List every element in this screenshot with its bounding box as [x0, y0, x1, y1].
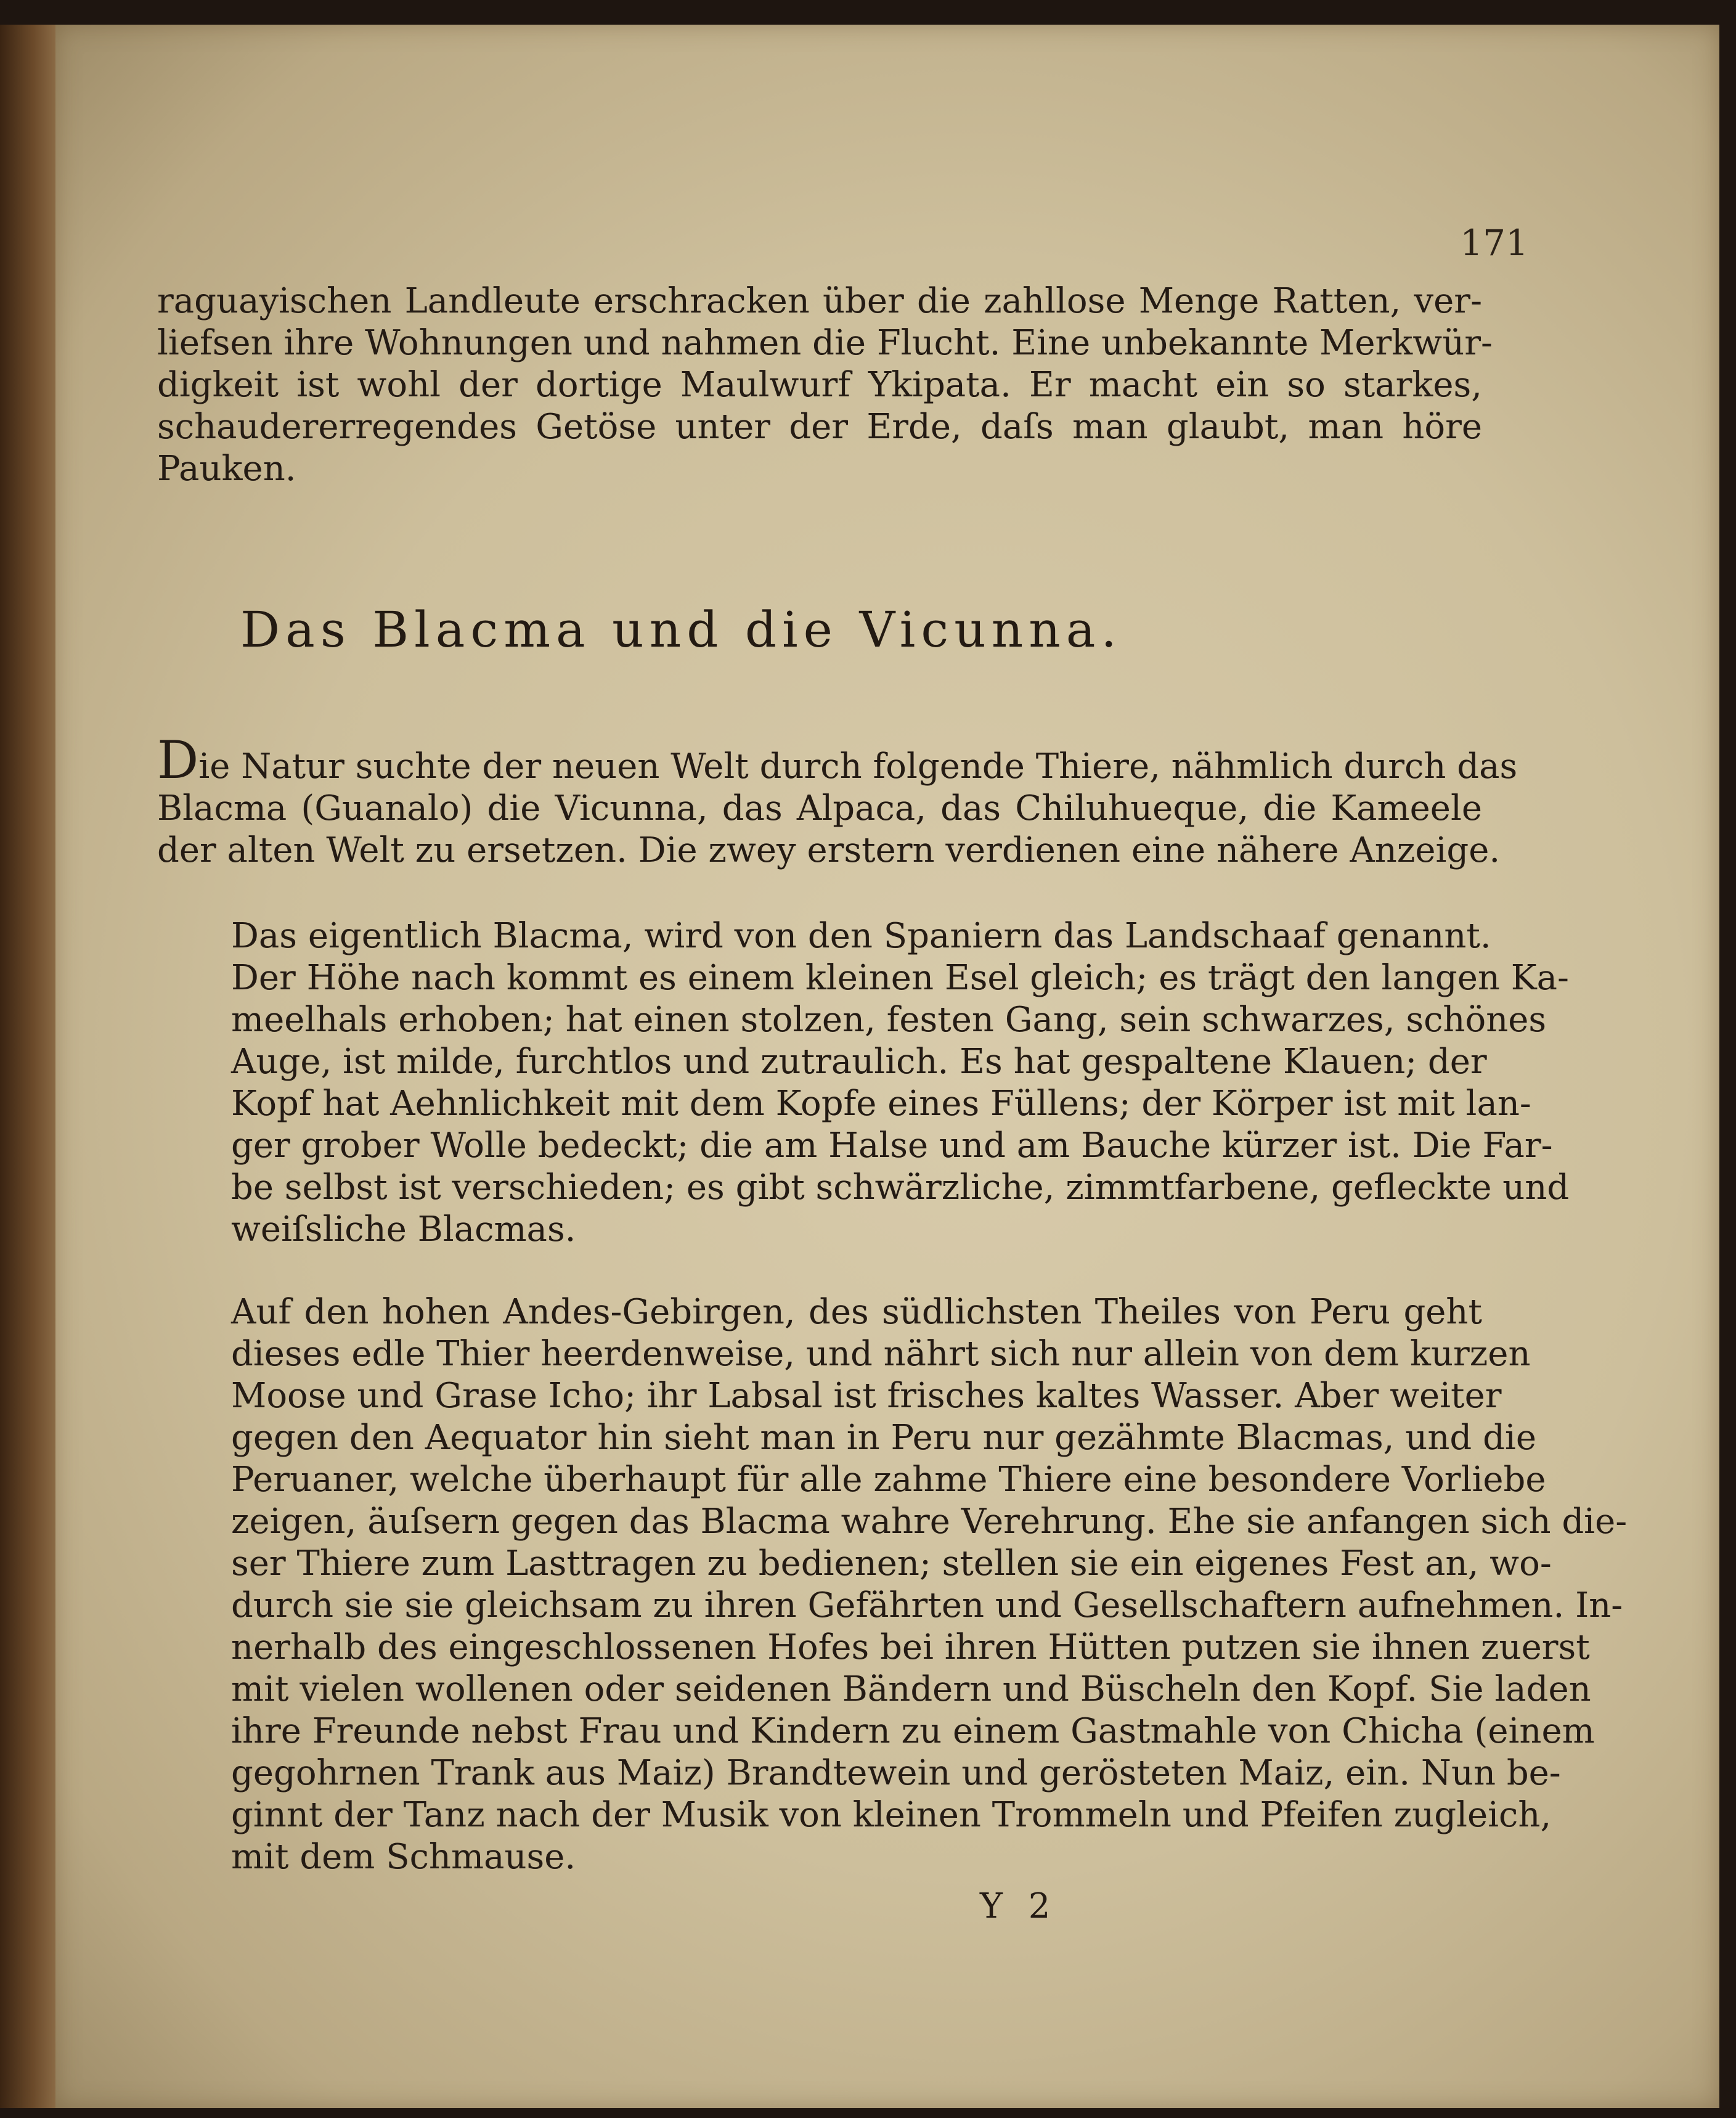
text-line: nerhalb des eingeschlossenen Hofes bei ihren Hütten putzen sie ihnen zuerst — [231, 1627, 1590, 1667]
text-line: mit vielen wollenen oder seidenen Bändern und Büscheln den Kopf. Sie laden — [231, 1669, 1591, 1709]
text-line: Pauken. — [157, 449, 296, 489]
text-line: Das eigentlich Blacma, wird von den Spaniern das Landschaaf genannt. — [231, 916, 1491, 956]
text-line: mit dem Schmause. — [231, 1837, 576, 1877]
text-line: weiſsliche Blacmas. — [231, 1209, 576, 1249]
text-line: durch sie sie gleichsam zu ihren Gefährten und Gesellschaftern aufnehmen. In- — [231, 1585, 1623, 1625]
text-line: be selbst ist verschieden; es gibt schwärzliche, zimmtfarbene, gefleckte und — [231, 1167, 1570, 1208]
text-line: Auf den hohen Andes-Gebirgen, des südlichsten Theiles von Peru geht — [231, 1292, 1482, 1332]
text-line: ihre Freunde nebst Frau und Kindern zu einem Gastmahle von Chicha (einem — [231, 1711, 1595, 1751]
text-line: liefsen ihre Wohnungen und nahmen die Flucht. Eine unbekannte Merkwür- — [157, 323, 1493, 363]
text-line: raguayischen Landleute erschracken über die zahllose Menge Ratten, ver- — [157, 281, 1482, 321]
text-line: dieses edle Thier heerdenweise, und nährt sich nur allein von dem kurzen — [231, 1334, 1531, 1374]
text-line: ginnt der Tanz nach der Musik von kleinen Trommeln und Pfeifen zugleich, — [231, 1795, 1552, 1835]
intro-paragraph — [157, 730, 1518, 872]
text-line: Der Höhe nach kommt es einem kleinen Esel gleich; es trägt den langen Ka- — [231, 958, 1569, 998]
text-line: der alten Welt zu ersetzen. Die zwey erstern verdienen eine nähere Anzeige. — [157, 830, 1501, 870]
text-line: Kopf hat Aehnlichkeit mit dem Kopfe eines Füllens; der Körper ist mit lan- — [231, 1084, 1531, 1124]
book-page — [55, 25, 1719, 2108]
text-line: schaudererregendes Getöse unter der Erde, daſs man glaubt, man höre — [157, 407, 1482, 447]
text-line: Blacma (Guanalo) die Vicunna, das Alpaca, das Chiluhueque, die Kameele — [157, 788, 1482, 828]
text-line: gegohrnen Trank aus Maiz) Brandtewein und gerösteten Maiz, ein. Nun be- — [231, 1753, 1561, 1793]
facing-page-edge — [0, 25, 55, 2108]
text-line: digkeit ist wohl der dortige Maulwurf Ykipata. Er macht ein so starkes, — [157, 365, 1482, 405]
text-line-rest: ie Natur suchte der neuen Welt durch folgende Thiere, nähmlich durch das — [198, 746, 1518, 787]
drop-cap: D — [157, 730, 199, 790]
text-line: ger grober Wolle bedeckt; die am Halse und am Bauche kürzer ist. Die Far- — [231, 1126, 1553, 1166]
continued-paragraph — [157, 280, 1493, 490]
paragraph-andes — [157, 1291, 1628, 1878]
text-line: ser Thiere zum Lasttragen zu bedienen; stellen sie ein eigenes Fest an, wo- — [231, 1544, 1552, 1584]
text-line: Moose und Grase Icho; ihr Labsal ist frisches kaltes Wasser. Aber weiter — [231, 1376, 1502, 1416]
text-line: Peruaner, welche überhaupt für alle zahme Thiere eine besondere Vorliebe — [231, 1460, 1546, 1500]
section-title: Das Blacma und die Vicunna. — [240, 601, 1122, 658]
text-line: gegen den Aequator hin sieht man in Peru nur gezähmte Blacmas, und die — [231, 1418, 1536, 1458]
page-number: 171 — [1460, 222, 1528, 264]
signature-mark: Y 2 — [980, 1886, 1058, 1926]
text-line — [157, 730, 1518, 790]
text-line: Auge, ist milde, furchtlos und zutraulich. Es hat gespaltene Klauen; der — [231, 1042, 1487, 1082]
text-line: meelhals erhoben; hat einen stolzen, festen Gang, sein schwarzes, schönes — [231, 1000, 1547, 1040]
text-line: zeigen, äuſsern gegen das Blacma wahre Verehrung. Ehe sie anfangen sich die- — [231, 1502, 1628, 1542]
paragraph-blacma-description — [157, 915, 1570, 1251]
